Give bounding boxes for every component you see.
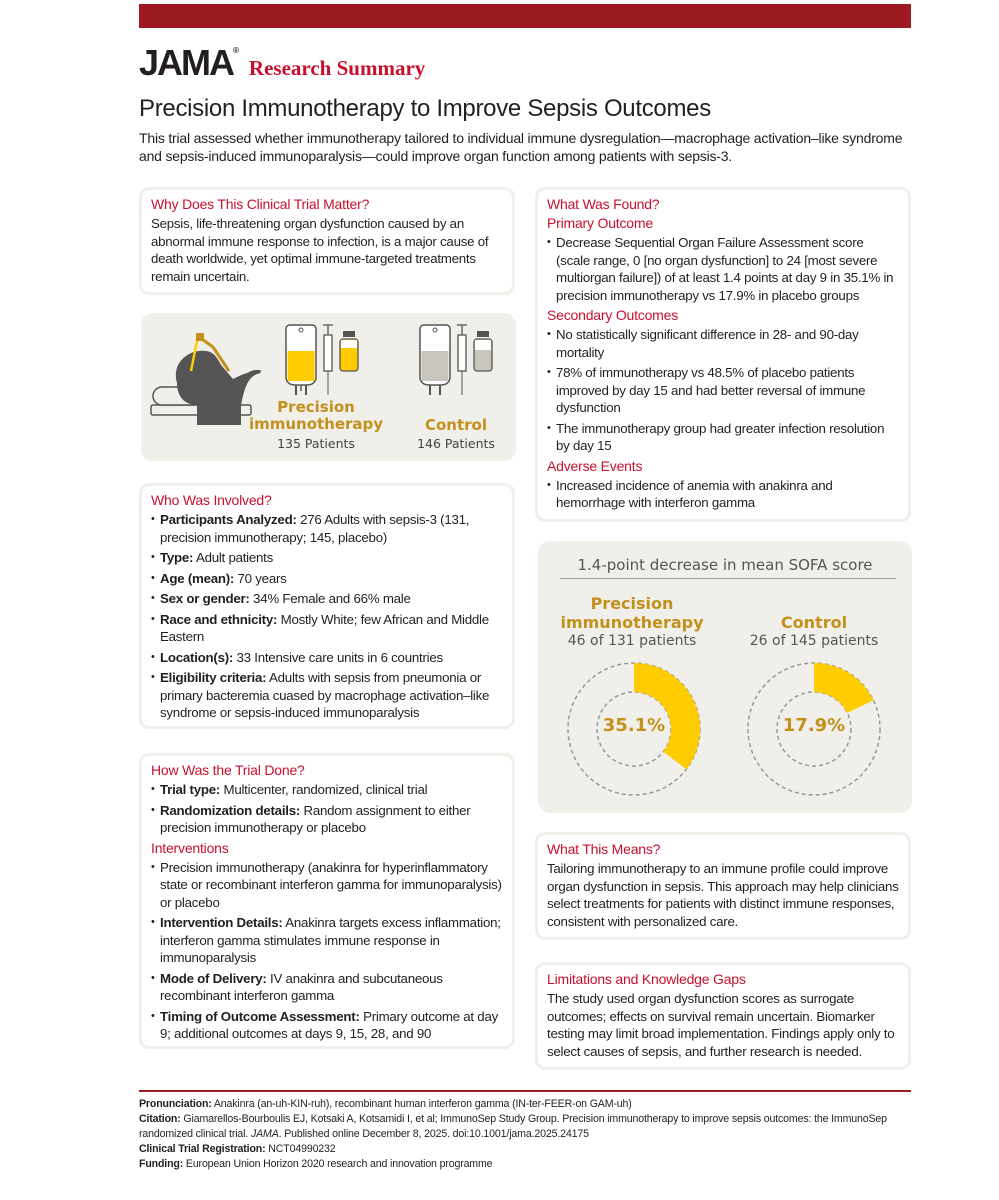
vial-icon [340, 331, 358, 371]
found-heading: What Was Found? [547, 196, 660, 212]
control-donut-value: 17.9% [782, 715, 846, 736]
precision-chart-label: Precision immunotherapy [560, 594, 704, 632]
interventions-heading: Interventions [151, 839, 229, 856]
pronunciation-line: Pronunciation: Anakinra (an-uh-KIN-ruh), recombinant human interferon gamma (IN-ter-FEER-on GAM-uh) [139, 1098, 632, 1110]
footer-divider [139, 1090, 911, 1092]
why-body: Sepsis, life-threatening organ dysfunction caused by an abnormal immune response to infection, is a major cause of death worldwide, yet optimal immune-targeted treatments remain uncertain. [151, 216, 489, 284]
registration-line: Clinical Trial Registration: NCT04990232 [139, 1143, 336, 1155]
list-item: • Type: Adult patients [151, 549, 503, 567]
adverse-events-list [547, 477, 899, 512]
list-item: • Randomization details: Random assignment to either precision immunotherapy or placebo [151, 802, 503, 837]
list-item: • Increased incidence of anemia with anakinra and hemorrhage with interferon gamma [547, 477, 899, 512]
who-heading: Who Was Involved? [151, 492, 272, 508]
list-item: • Eligibility criteria: Adults with sepsis from pneumonia or primary bacteremia cuased by macrophage activation–like syndrome or sepsis-induced immunoparalysis [151, 669, 503, 722]
how-list [151, 781, 503, 837]
footer [139, 1097, 914, 1172]
iv-bag-icon [286, 325, 316, 395]
list-item: • 78% of immunotherapy vs 48.5% of placebo patients improved by day 15 and had better reversal of immune dysfunction [547, 364, 899, 417]
primary-outcome-heading: Primary Outcome [547, 215, 653, 231]
control-group-count: 146 Patients [417, 436, 495, 451]
top-brand-bar [139, 4, 911, 28]
list-item: • Age (mean): 70 years [151, 570, 503, 588]
sofa-chart [538, 541, 912, 813]
limitations-body: The study used organ dysfunction scores as surrogate outcomes; effects on survival remain uncertain. Biomarker testing may limit broad implementation. Findings apply only to select causes of sepsis, and further research is needed. [547, 991, 895, 1059]
list-item: • Location(s): 33 Intensive care units in 6 countries [151, 649, 503, 667]
list-item: • Intervention Details: Anakinra targets excess inflammation; interferon gamma stimulates immune response in immunoparalysis [151, 914, 503, 967]
list-item: • Sex or gender: 34% Female and 66% male [151, 590, 503, 608]
list-item: • No statistically significant difference in 28- and 90-day mortality [547, 326, 899, 361]
syringe-icon [457, 325, 467, 395]
who-card [139, 483, 515, 729]
secondary-outcome-heading: Secondary Outcomes [547, 307, 679, 323]
precision-chart-count: 46 of 131 patients [567, 633, 697, 649]
how-card [139, 753, 515, 1049]
chart-divider [560, 578, 896, 579]
list-item: • Mode of Delivery: IV anakinra and subcutaneous recombinant interferon gamma [151, 970, 503, 1005]
list-item: • Participants Analyzed: 276 Adults with sepsis-3 (131, precision immunotherapy; 145, placebo) [151, 511, 503, 546]
why-heading: Why Does This Clinical Trial Matter? [151, 196, 370, 212]
limitations-card [535, 962, 911, 1070]
secondary-outcome-list [547, 326, 899, 455]
precision-group-label: Precision immunotherapy [248, 398, 384, 433]
list-item: • The immunotherapy group had greater infection resolution by day 15 [547, 420, 899, 455]
precision-donut-value: 35.1% [602, 715, 666, 736]
control-group-label: Control [424, 416, 487, 434]
means-card [535, 832, 911, 940]
brand-header [139, 42, 425, 84]
who-list [151, 511, 503, 722]
list-item: • Race and ethnicity: Mostly White; few African and Middle Eastern [151, 611, 503, 646]
jama-logo: JAMA® [139, 42, 239, 83]
syringe-icon [323, 325, 333, 395]
list-item: • Trial type: Multicenter, randomized, clinical trial [151, 781, 503, 799]
control-chart-label: Control [780, 613, 848, 632]
chart-title: 1.4-point decrease in mean SOFA score [577, 556, 873, 574]
patient-ventilator-icon [151, 333, 261, 425]
control-chart-count: 26 of 145 patients [749, 633, 879, 649]
why-card [139, 187, 515, 295]
adverse-events-heading: Adverse Events [547, 457, 643, 474]
means-heading: What This Means? [547, 841, 661, 857]
how-heading: How Was the Trial Done? [151, 762, 305, 778]
citation-line: Citation: Giamarellos-Bourboulis EJ, Kotsaki A, Kotsamidi I, et al; ImmunoSep Study Group. Precision immunotherapy to improve sepsis outcomes: the ImmunoSep randomized clinical trial. JAMA. Published online December 8, 2025. doi:10.1001/jama.2025.24175 [139, 1113, 887, 1140]
iv-bag-icon [420, 325, 450, 395]
found-card [535, 187, 911, 522]
page-title: Precision Immunotherapy to Improve Sepsis Outcomes [139, 95, 711, 122]
group-illustration [141, 313, 516, 461]
list-item: • Decrease Sequential Organ Failure Assessment score (scale range, 0 [no organ dysfunction] to 24 [most severe multiorgan failure]) of at least 1.4 points at day 9 in 35.1% in precision immunotherapy vs 17.9% in placebo groups [547, 234, 899, 304]
limitations-heading: Limitations and Knowledge Gaps [547, 971, 746, 987]
interventions-list [151, 859, 503, 1043]
primary-outcome-list [547, 234, 899, 304]
means-body: Tailoring immunotherapy to an immune profile could improve organ dysfunction in sepsis. This approach may help clinicians select treatments for patients with distinct immune responses, consistent with personalized care. [547, 861, 899, 929]
vial-icon [474, 331, 492, 371]
page-subtitle: This trial assessed whether immunotherapy tailored to individual immune dysregulation—macrophage activation–like syndrome and sepsis-induced immunoparalysis—could improve organ function among patients with sepsis-3. [139, 130, 903, 164]
funding-line: Funding: European Union Horizon 2020 research and innovation programme [139, 1158, 493, 1170]
section-label: Research Summary [248, 56, 426, 80]
list-item: • Precision immunotherapy (anakinra for hyperinflammatory state or recombinant interferon gamma for immunoparalysis) or placebo [151, 859, 503, 912]
list-item: • Timing of Outcome Assessment: Primary outcome at day 9; additional outcomes at days 9, 15, 28, and 90 [151, 1008, 503, 1043]
precision-group-count: 135 Patients [277, 436, 355, 451]
